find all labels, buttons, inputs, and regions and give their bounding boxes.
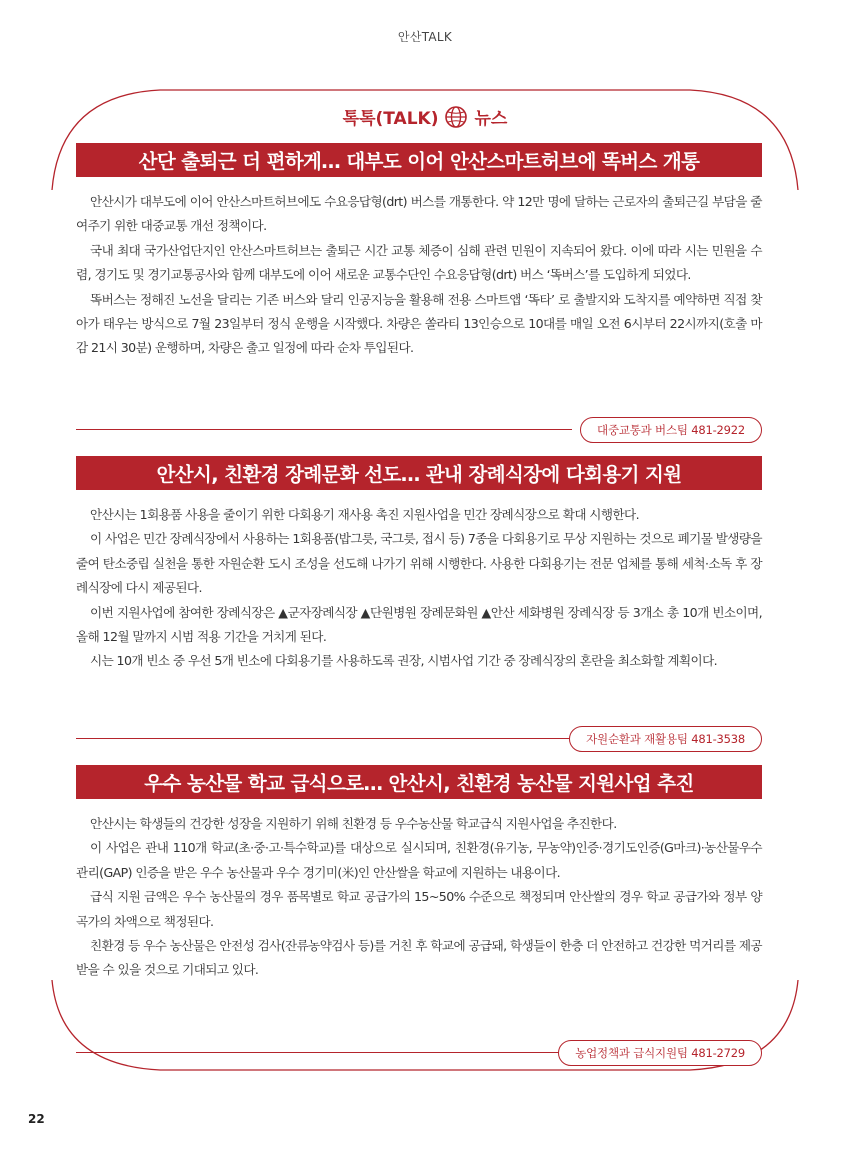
- section-header: [0, 104, 850, 129]
- contact-badge: 대중교통과 버스팀 481-2922: [580, 417, 762, 443]
- article-bus: [76, 143, 762, 361]
- article-paragraph: 똑버스는 정해진 노선을 달리는 기존 버스와 달리 인공지능을 활용해 전용 스마트앱 ‘똑타’ 로 출발지와 도착지를 예약하면 직접 찾아가 태우는 방식으로 7월 23일부터 정식 운행을 시작했다. 차량은 쏠라티 13인승으로 10대를 매일 오전 6시부터 22시까지(호출 마감 21시 30분) 운행하며, 차량은 출고 일정에 따라 순차 투입된다.: [76, 291, 762, 356]
- contact-badge: 자원순환과 재활용팀 481-3538: [569, 726, 762, 752]
- article-paragraph: 이번 지원사업에 참여한 장례식장은 ▲군자장례식장 ▲단원병원 장례문화원 ▲안산 세화병원 장례식장 등 3개소 총 10개 빈소이며, 올해 12월 말까지 시범 적용 기간을 거치게 된다.: [76, 604, 762, 645]
- article-title: 우수 농산물 학교 급식으로… 안산시, 친환경 농산물 지원사업 추진: [76, 765, 762, 799]
- article-paragraph: 안산시가 대부도에 이어 안산스마트허브에도 수요응답형(drt) 버스를 개통한다. 약 12만 명에 달하는 근로자의 출퇴근길 부담을 줄여주기 위한 대중교통 개선 정책이다.: [76, 194, 762, 234]
- article-funeral: [76, 456, 762, 674]
- contact-row: [76, 726, 762, 752]
- divider: [76, 1052, 572, 1053]
- section-title-left: 톡톡(TALK): [342, 109, 439, 129]
- article-body: [76, 503, 762, 674]
- divider: [76, 738, 572, 739]
- contact-row: [76, 417, 762, 443]
- article-school-meals: [76, 765, 762, 983]
- article-title: 산단 출퇴근 더 편하게… 대부도 이어 안산스마트허브에 똑버스 개통: [76, 143, 762, 177]
- article-paragraph: 이 사업은 관내 110개 학교(초·중·고·특수학교)를 대상으로 실시되며, 친환경(유기농, 무농약)인증·경기도인증(G마크)·농산물우수관리(GAP) 인증을 받은 우수 농산물과 우수 경기미(米)인 안산쌀을 학교에 지원하는 내용이다.: [76, 840, 762, 880]
- running-header: 안산TALK: [397, 30, 453, 44]
- article-paragraph: 안산시는 학생들의 건강한 성장을 지원하기 위해 친환경 등 우수농산물 학교급식 지원사업을 추진한다.: [90, 816, 617, 831]
- article-body: [76, 812, 762, 983]
- article-paragraph: 시는 10개 빈소 중 우선 5개 빈소에 다회용기를 사용하도록 권장, 시범사업 기간 중 장례식장의 혼란을 최소화할 계획이다.: [90, 653, 718, 669]
- article-paragraph: 안산시는 1회용품 사용을 줄이기 위한 다회용기 재사용 촉진 지원사업을 민간 장례식장으로 확대 시행한다.: [90, 507, 639, 522]
- article-paragraph: 국내 최대 국가산업단지인 안산스마트허브는 출퇴근 시간 교통 체증이 심해 관련 민원이 지속되어 왔다. 이에 따라 시는 민원을 수렴, 경기도 및 경기교통공사와 함께 대부도에 이어 새로운 교통수단인 수요응답형(drt) 버스 ‘똑버스’를 도입하게 되었다.: [76, 242, 762, 283]
- globe-icon: [444, 105, 468, 129]
- divider: [76, 429, 572, 430]
- article-title: 안산시, 친환경 장례문화 선도… 관내 장례식장에 다회용기 지원: [76, 456, 762, 490]
- section-title-right: 뉴스: [474, 109, 508, 129]
- contact-row: [76, 1040, 762, 1066]
- page-number: 22: [28, 1112, 45, 1126]
- article-paragraph: 이 사업은 민간 장례식장에서 사용하는 1회용품(밥그릇, 국그릇, 접시 등) 7종을 다회용기로 무상 지원하는 것으로 폐기물 발생량을 줄여 탄소중립 실천을 통한 자원순환 도시 조성을 선도해 나가기 위해 시행한다. 사용한 다회용기는 전문 업체를 통해 세척·소독 후 장례식장에 다시 제공된다.: [76, 531, 762, 596]
- contact-badge: 농업정책과 급식지원팀 481-2729: [558, 1040, 762, 1066]
- article-body: [76, 190, 762, 361]
- article-paragraph: 친환경 등 우수 농산물은 안전성 검사(잔류농약검사 등)를 거친 후 학교에 공급돼, 학생들이 한층 더 안전하고 건강한 먹거리를 제공받을 수 있을 것으로 기대되고 있다.: [76, 938, 762, 978]
- article-paragraph: 급식 지원 금액은 우수 농산물의 경우 품목별로 학교 공급가의 15~50% 수준으로 책정되며 안산쌀의 경우 학교 공급가와 정부 양곡가의 차액으로 책정된다.: [76, 889, 762, 929]
